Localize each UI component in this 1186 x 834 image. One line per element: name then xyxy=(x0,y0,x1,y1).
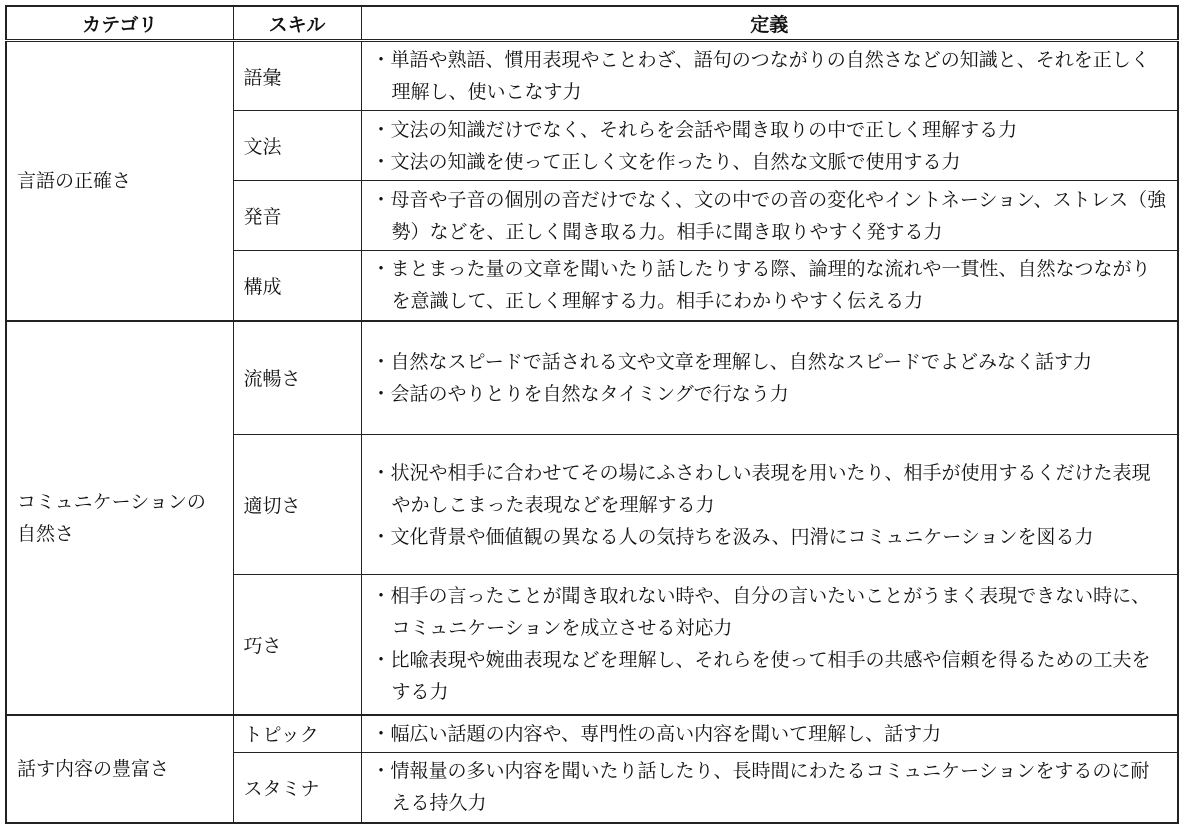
definition-item: ・母音や子音の個別の音だけでなく、文の中での音の変化やイントネーション、ストレス（強勢）などを、正しく聞き取る力。相手に聞き取りやすく発する力 xyxy=(371,188,1167,243)
definition-item: ・会話のやりとりを自然なタイミングで行なう力 xyxy=(371,382,789,405)
definition-cell xyxy=(361,251,1178,321)
category-cell: 言語の正確さ xyxy=(6,41,233,321)
definition-cell xyxy=(361,321,1178,435)
skill-cell: 文法 xyxy=(233,111,361,181)
definition-item: ・情報量の多い内容を聞いたり話したり、長時間にわたるコミュニケーションをするのに耐える持久力 xyxy=(371,760,1150,815)
header-skill: スキル xyxy=(233,6,361,41)
skill-cell: トピック xyxy=(233,715,361,753)
skills-definition-table xyxy=(5,5,1179,824)
table-row xyxy=(6,715,1178,753)
header-row xyxy=(6,6,1178,41)
definition-item: ・単語や熟語、慣用表現やことわざ、語句のつながりの自然さなどの知識と、それを正しく理解し、使いこなす力 xyxy=(371,49,1150,103)
definition-item: ・幅広い話題の内容や、専門性の高い内容を聞いて理解し、話す力 xyxy=(371,722,942,745)
skill-cell: 構成 xyxy=(233,251,361,321)
definition-item: ・まとまった量の文章を聞いたり話したりする際、論理的な流れや一貫性、自然なつながりを意識して、正しく理解する力。相手にわかりやすく伝える力 xyxy=(371,258,1151,313)
skills-table-wrapper xyxy=(5,5,1179,824)
category-cell: 話す内容の豊富さ xyxy=(6,715,233,823)
definition-cell xyxy=(361,753,1178,823)
header-category: カテゴリ xyxy=(6,6,233,41)
definition-item: ・比喩表現や婉曲表現などを理解し、それらを使って相手の共感や信頼を得るための工夫をする力 xyxy=(371,649,1151,704)
category-cell: コミュニケーションの自然さ xyxy=(6,321,233,715)
definition-item: ・相手の言ったことが聞き取れない時や、自分の言いたいことがうまく表現できない時に、コミュニケーションを成立させる対応力 xyxy=(371,585,1151,640)
skill-cell: スタミナ xyxy=(233,753,361,823)
definition-item: ・文化背景や価値観の異なる人の気持ちを汲み、円滑にコミュニケーションを図る力 xyxy=(371,525,1094,548)
definition-cell xyxy=(361,435,1178,575)
header-definition: 定義 xyxy=(361,6,1178,41)
definition-cell xyxy=(361,575,1178,715)
definition-item: ・自然なスピードで話される文や文章を理解し、自然なスピードでよどみなく話す力 xyxy=(371,350,1092,373)
definition-cell xyxy=(361,715,1178,753)
definition-item: ・状況や相手に合わせてその場にふさわしい表現を用いたり、相手が使用するくだけた表現やかしこまった表現などを理解する力 xyxy=(371,461,1151,516)
definition-item: ・文法の知識だけでなく、それらを会話や聞き取りの中で正しく理解する力 xyxy=(371,118,1018,141)
definition-item: ・文法の知識を使って正しく文を作ったり、自然な文脈で使用する力 xyxy=(371,150,961,173)
skill-cell: 発音 xyxy=(233,181,361,251)
definition-cell xyxy=(361,41,1178,111)
skill-cell: 語彙 xyxy=(233,41,361,111)
definition-cell xyxy=(361,181,1178,251)
table-row xyxy=(6,41,1178,111)
skill-cell: 適切さ xyxy=(233,435,361,575)
definition-cell xyxy=(361,111,1178,181)
skill-cell: 流暢さ xyxy=(233,321,361,435)
table-row xyxy=(6,321,1178,435)
skill-cell: 巧さ xyxy=(233,575,361,715)
